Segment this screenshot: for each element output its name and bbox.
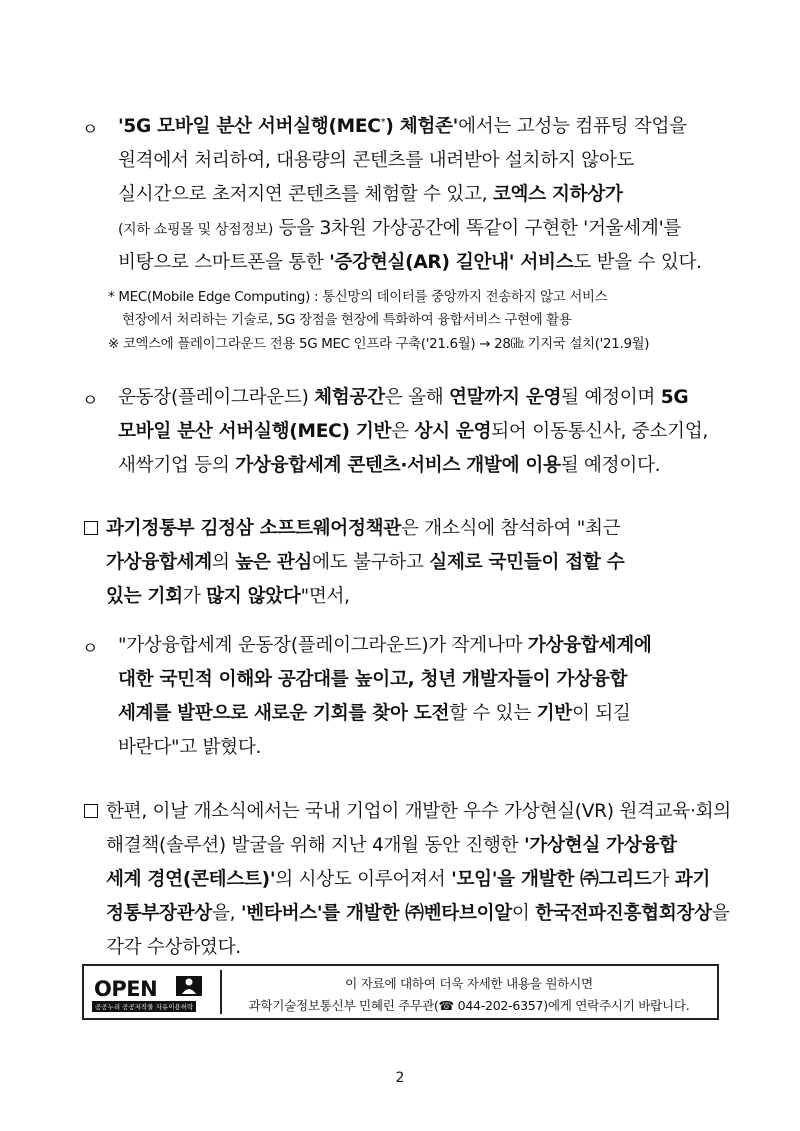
bold-text: 연말까지 운영 [449, 387, 562, 408]
text: 할 수 있는 [449, 703, 537, 724]
paragraph-line: 원격에서 처리하여, 대용량의 콘텐츠를 내려받아 설치하지 않아도 [118, 150, 635, 171]
contact-line: 이 자료에 대하여 더욱 자세한 내용을 원하시면 [345, 976, 593, 991]
text: 될 예정이며 [561, 387, 661, 408]
bold-text: 가상융합세계에 [527, 635, 652, 656]
text: 이 되길 [571, 703, 631, 724]
bold-text: '벤타버스'를 개발한 ㈜벤타브이알 [240, 903, 512, 924]
person-icon [176, 976, 202, 996]
bullet-marker: ㅇ [82, 120, 99, 140]
paragraph-line [118, 214, 681, 240]
bold-text: ) 체험존' [385, 116, 459, 137]
text: 가 [182, 586, 207, 607]
paragraph-line [106, 548, 624, 574]
text: 될 예정이다. [560, 455, 661, 476]
text: 에도 불구하고 [312, 552, 430, 573]
small-text: (지하 쇼핑몰 및 상점정보) [118, 222, 274, 238]
bold-text: 상시 운영 [414, 421, 492, 442]
paragraph-line [106, 899, 729, 925]
paragraph-line [118, 631, 652, 657]
paragraph-line [118, 451, 660, 477]
open-license-logo [88, 970, 222, 1014]
footnote-line: 현장에서 처리하는 기술로, 5G 장점을 현장에 특화하여 융합서비스 구현에 활용 [122, 313, 572, 328]
section-square-marker [84, 521, 98, 535]
bullet-marker: ㅇ [82, 391, 99, 411]
paragraph-line [106, 582, 350, 608]
bold-text: 5G [660, 387, 689, 408]
paragraph-line [118, 417, 708, 443]
text: 실시간으로 초저지연 콘텐츠를 체험할 수 있고, [118, 184, 493, 205]
paragraph-line [118, 383, 688, 409]
paragraph-line [118, 248, 702, 274]
bold-text: 세계 경연(콘테스트)' [106, 869, 276, 890]
logo-caption: 공공누리 공공저작물 자유이용허락 [92, 1001, 196, 1012]
text: 을, [211, 903, 241, 924]
bold-text: 실제로 국민들이 접할 수 [429, 552, 625, 573]
text: 의 시상도 이루어져서 [275, 869, 452, 890]
text: 의 [211, 552, 236, 573]
bold-text: 과기 [674, 869, 711, 890]
paragraph-line: 각각 수상하였다. [106, 937, 241, 958]
bold-text: 세계를 발판으로 새로운 기회를 찾아 도전 [118, 703, 450, 724]
bold-text: '가상현실 가상융합 [523, 835, 677, 856]
paragraph-line [118, 180, 623, 206]
text: 운동장(플레이그라운드) [118, 387, 315, 408]
bold-text: 체험공간 [314, 387, 385, 408]
bold-text: 정통부장관상 [106, 903, 212, 924]
reference-note: ※ 코엑스에 플레이그라운드 전용 5G MEC 인프라 구축('21.6월) → 28㎓ 기지국 설치('21.9월) [108, 337, 650, 352]
paragraph-line: 바란다"고 밝혔다. [118, 737, 262, 758]
bold-text: 있는 기회 [106, 586, 183, 607]
text: "면서, [300, 586, 350, 607]
bold-text: '증강현실(AR) 길안내' 서비스 [329, 252, 574, 273]
paragraph-line [118, 112, 687, 138]
contact-box [82, 964, 719, 1020]
text: 은 올해 [384, 387, 450, 408]
bold-text: 가상융합세계 콘텐츠·서비스 개발에 이용 [235, 455, 561, 476]
bold-text: '모임'을 개발한 ㈜그리드 [451, 869, 652, 890]
bold-text: 높은 관심 [235, 552, 313, 573]
bullet-marker: ㅇ [82, 639, 99, 659]
text: 을 [711, 903, 730, 924]
text: 도 받을 수 있다. [573, 252, 702, 273]
bold-text: 가상융합세계 [106, 552, 212, 573]
bold-text: 기반 [536, 703, 572, 724]
section-square-marker [84, 804, 98, 818]
footnote-mark: * [380, 116, 386, 128]
text: 새싹기업 등의 [118, 455, 236, 476]
text: 해결책(솔루션) 발굴을 위해 지난 4개월 동안 진행한 [106, 835, 524, 856]
text: 에서는 고성능 컴퓨팅 작업을 [458, 116, 687, 137]
text: 비탕으로 스마트폰을 통한 [118, 252, 330, 273]
page-number: 2 [395, 1070, 405, 1086]
paragraph-line [118, 699, 631, 725]
paragraph-line [106, 831, 677, 857]
bold-text: 모바일 분산 서버실행(MEC) 기반 [118, 421, 392, 442]
paragraph-line [106, 865, 710, 891]
paragraph-line: 대한 국민적 이해와 공감대를 높이고, 청년 개발자들이 가상융합 [118, 669, 628, 690]
text: 은 개소식에 참석하여 "최근 [400, 518, 621, 539]
paragraph-line [106, 514, 620, 540]
paragraph-line: 한편, 이날 개소식에서는 국내 기업이 개발한 우수 가상현실(VR) 원격교육·회의 [106, 801, 731, 822]
contact-line: 과학기술정보통신부 민혜린 주무관(☎ 044-202-6357)에게 연락주시기 바랍니다. [248, 998, 690, 1013]
bold-text: 많지 않았다 [206, 586, 301, 607]
text: 가 [651, 869, 675, 890]
bold-text: 코엑스 지하상가 [492, 184, 623, 205]
text: 되어 이동통신사, 중소기업, [491, 421, 708, 442]
footnote-line: * MEC(Mobile Edge Computing) : 통신망의 데이터를 중앙까지 전송하지 않고 서비스 [108, 290, 608, 305]
bold-text: 한국전파진흥협회장상 [535, 903, 712, 924]
bold-text: 과기정통부 김정삼 소프트웨어정책관 [106, 518, 401, 539]
logo-text: OPEN [94, 977, 158, 1001]
text: "가상융합세계 운동장(플레이그라운드)가 작게나마 [118, 635, 528, 656]
text: 등을 3차원 가상공간에 똑같이 구현한 '거울세계'를 [273, 218, 682, 239]
bold-text: '5G 모바일 분산 서버실행(MEC [118, 116, 381, 137]
text: 은 [391, 421, 415, 442]
text: 이 [511, 903, 536, 924]
